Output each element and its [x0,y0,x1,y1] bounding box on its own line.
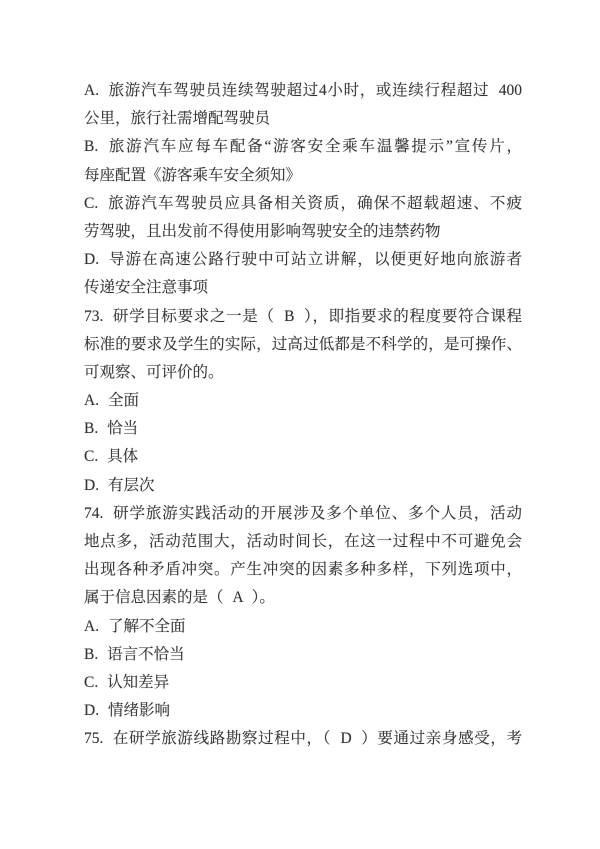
text-line: B. 语言不恰当 [84,645,185,663]
text-line: D. 导游在高速公路行驶中可站立讲解，以便更好地向旅游者 [84,251,522,269]
text-line: A. 了解不全面 [84,617,186,635]
text-line: A. 旅游汽车驾驶员连续驾驶超过4小时，或连续行程超过 400 [84,82,522,99]
text-line: 标准的要求及学生的实际，过高过低都是不科学的，是可操作、 [84,335,522,353]
text-line: D. 情绪影响 [84,702,170,720]
text-line: 公里，旅行社需增配驾驶员 [84,110,271,128]
text-line: B. 恰当 [84,420,139,438]
text-line: C. 具体 [84,448,139,466]
text-line: B. 旅游汽车应每车配备“游客安全乘车温馨提示”宣传片， [84,138,522,156]
text-line: D. 有层次 [84,476,155,494]
text-line: 74. 研学旅游实践活动的开展涉及多个单位、多个人员，活动 [84,504,522,522]
text-line: C. 认知差异 [84,673,170,691]
text-line: 属于信息因素的是（ A ）。 [84,589,275,607]
question-text [84,77,522,754]
text-line: 劳驾驶，且出发前不得使用影响驾驶安全的违禁药物 [84,222,441,240]
text-line: 75. 在研学旅游线路勘察过程中，（ D ）要通过亲身感受，考 [84,730,522,748]
text-line: 出现各种矛盾冲突。产生冲突的因素多种多样，下列选项中， [84,561,522,579]
text-line: C. 旅游汽车驾驶员应具备相关资质，确保不超载超速、不疲 [84,194,522,212]
text-line: 可观察、可评价的。 [84,363,224,381]
text-line: 73. 研学目标要求之一是（ B ），即指要求的程度要符合课程 [84,307,522,325]
text-line: 每座配置《游客乘车安全须知》 [84,166,302,184]
text-line: 传递安全注意事项 [84,279,209,297]
text-line: 地点多，活动范围大，活动时间长，在这一过程中不可避免会 [84,533,522,550]
text-line: A. 全面 [84,392,139,410]
